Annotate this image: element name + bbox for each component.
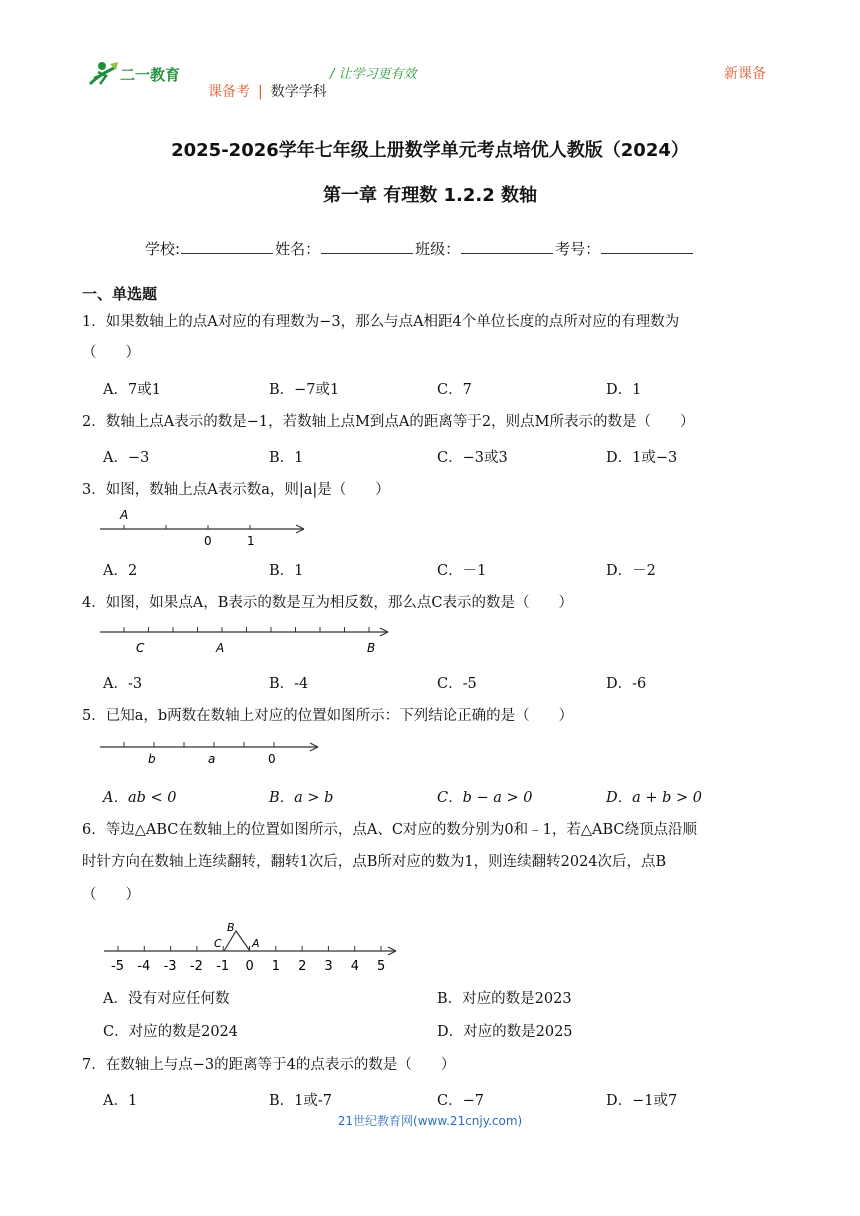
q5-number-line-figure [96, 737, 326, 771]
q6-label-c: C [214, 937, 222, 950]
q6-tick-label: 5 [377, 959, 386, 974]
q3-option-c[interactable]: C．－1 [437, 563, 487, 579]
name-blank[interactable] [321, 239, 413, 254]
class-label: 班级： [415, 240, 461, 258]
header-subtitle [208, 81, 327, 101]
q4-label-a: A [216, 641, 225, 655]
q2-option-c[interactable]: C．−3或3 [437, 450, 508, 466]
q7-option-b[interactable]: B．1或-7 [269, 1093, 333, 1109]
q7-option-d[interactable]: D．−1或7 [606, 1093, 678, 1109]
question-1-stem: 1．如果数轴上的点A对应的有理数为−3，那么与点A相距4个单位长度的点所对应的有理数为 [82, 314, 680, 330]
q2-option-a[interactable]: A．−3 [103, 450, 150, 466]
q2-option-d[interactable]: D．1或−3 [606, 450, 678, 466]
q4-option-d[interactable]: D．-6 [606, 676, 647, 692]
q2-option-b[interactable]: B．1 [269, 450, 304, 466]
q6-tick-label: -5 [111, 959, 124, 974]
logo-text: 二一教育 [120, 66, 181, 84]
logo-runner-icon [84, 58, 194, 92]
q6-tick-label: -2 [189, 959, 203, 974]
q6-option-c[interactable]: C．对应的数是2024 [103, 1024, 238, 1040]
q1-option-b[interactable]: B．−7或1 [269, 382, 340, 398]
q6-label-b: B [227, 921, 235, 934]
question-4-stem: 4．如图，如果点A，B表示的数是互为相反数，那么点C表示的数是（ ） [82, 595, 573, 611]
school-label: 学校: [145, 240, 181, 258]
q7-option-c[interactable]: C．−7 [437, 1093, 484, 1109]
q4-option-b[interactable]: B．-4 [269, 676, 309, 692]
q3-number-line-figure [96, 505, 316, 549]
q4-number-line-figure [96, 622, 396, 656]
question-6-stem-cont: 时针方向在数轴上连续翻转，翻转1次后，点B所对应的数为1，则连续翻转2024次后，点B [82, 854, 667, 870]
q6-tick-label: 3 [324, 959, 333, 974]
q6-tick-label: 0 [245, 959, 254, 974]
page-title: 2025-2026学年七年级上册数学单元考点培优人教版（2024） [171, 140, 689, 161]
number-label: 考号： [555, 240, 601, 258]
q5-option-c[interactable]: C．b − a > 0 [437, 790, 533, 806]
question-5-stem: 5．已知a，b两数在数轴上对应的位置如图所示：下列结论正确的是（ ） [82, 708, 574, 724]
q6-triangle [224, 931, 250, 951]
name-label: 姓名： [275, 240, 321, 258]
page-subtitle: 第一章 有理数 1.2.2 数轴 [322, 185, 538, 206]
page-footer: 21世纪教育网(www.21cnjy.com) [337, 1114, 523, 1128]
q6-tick-label: 1 [271, 959, 281, 974]
q3-option-b[interactable]: B．1 [269, 563, 304, 579]
q3-label-0: 0 [204, 534, 212, 548]
q3-label-1: 1 [247, 534, 255, 548]
question-1-stem-cont: （ ） [82, 345, 140, 361]
q4-label-c: C [136, 641, 145, 655]
q6-tick-label: 4 [350, 959, 359, 974]
class-blank[interactable] [461, 239, 553, 254]
q5-label-b: b [148, 752, 156, 766]
header-slogan: / 让学习更有效 [330, 67, 417, 82]
question-2-stem: 2．数轴上点A表示的数是−1，若数轴上点M到点A的距离等于2，则点M所表示的数是（ ） [82, 414, 695, 430]
q1-option-a[interactable]: A．7或1 [103, 382, 161, 398]
q7-option-a[interactable]: A．1 [103, 1093, 138, 1109]
q3-option-d[interactable]: D．－2 [606, 563, 656, 579]
q6-option-a[interactable]: A．没有对应任何数 [103, 991, 230, 1007]
q4-option-c[interactable]: C．-5 [437, 676, 477, 692]
q6-number-line-figure [100, 917, 410, 975]
q5-label-a: a [208, 752, 216, 766]
q6-option-d[interactable]: D．对应的数是2025 [437, 1024, 573, 1040]
q5-option-d[interactable]: D．a + b > 0 [606, 790, 703, 806]
question-6-stem-cont2: （ ） [82, 887, 140, 903]
q6-tick-label: 2 [298, 959, 307, 974]
q5-option-a[interactable]: A．ab < 0 [103, 790, 177, 806]
q1-option-c[interactable]: C．7 [437, 382, 472, 398]
header-sub-right: 数学学科 [270, 84, 327, 100]
q4-option-a[interactable]: A．-3 [103, 676, 143, 692]
q6-tick-label: -4 [137, 959, 151, 974]
school-blank[interactable] [181, 239, 273, 254]
q1-option-d[interactable]: D．1 [606, 382, 642, 398]
number-blank[interactable] [601, 239, 693, 254]
question-3-stem: 3．如图，数轴上点A表示数a，则|a|是（ ） [82, 482, 390, 498]
header-right-tag: 新课备 [724, 66, 766, 82]
header-sub-left: 课备考 [208, 84, 250, 100]
q5-label-0: 0 [268, 752, 276, 766]
q4-label-b: B [367, 641, 376, 655]
q3-option-a[interactable]: A．2 [103, 563, 138, 579]
info-fields [145, 238, 695, 259]
q6-label-a: A [252, 937, 260, 950]
q6-tick-label: -3 [163, 959, 177, 974]
section-title: 一、单选题 [82, 285, 158, 303]
header-sub-sep: | [258, 84, 263, 100]
logo [84, 58, 194, 92]
question-6-stem: 6．等边△ABC在数轴上的位置如图所示，点A、C对应的数分别为0和﹣1，若△ABC绕顶点沿顺 [82, 822, 698, 838]
q5-option-b[interactable]: B．a > b [269, 790, 334, 806]
question-7-stem: 7．在数轴上与点−3的距离等于4的点表示的数是（ ） [82, 1057, 456, 1073]
q6-tick-label: -1 [216, 959, 230, 974]
q3-label-a: A [120, 508, 129, 522]
q6-option-b[interactable]: B．对应的数是2023 [437, 991, 572, 1007]
